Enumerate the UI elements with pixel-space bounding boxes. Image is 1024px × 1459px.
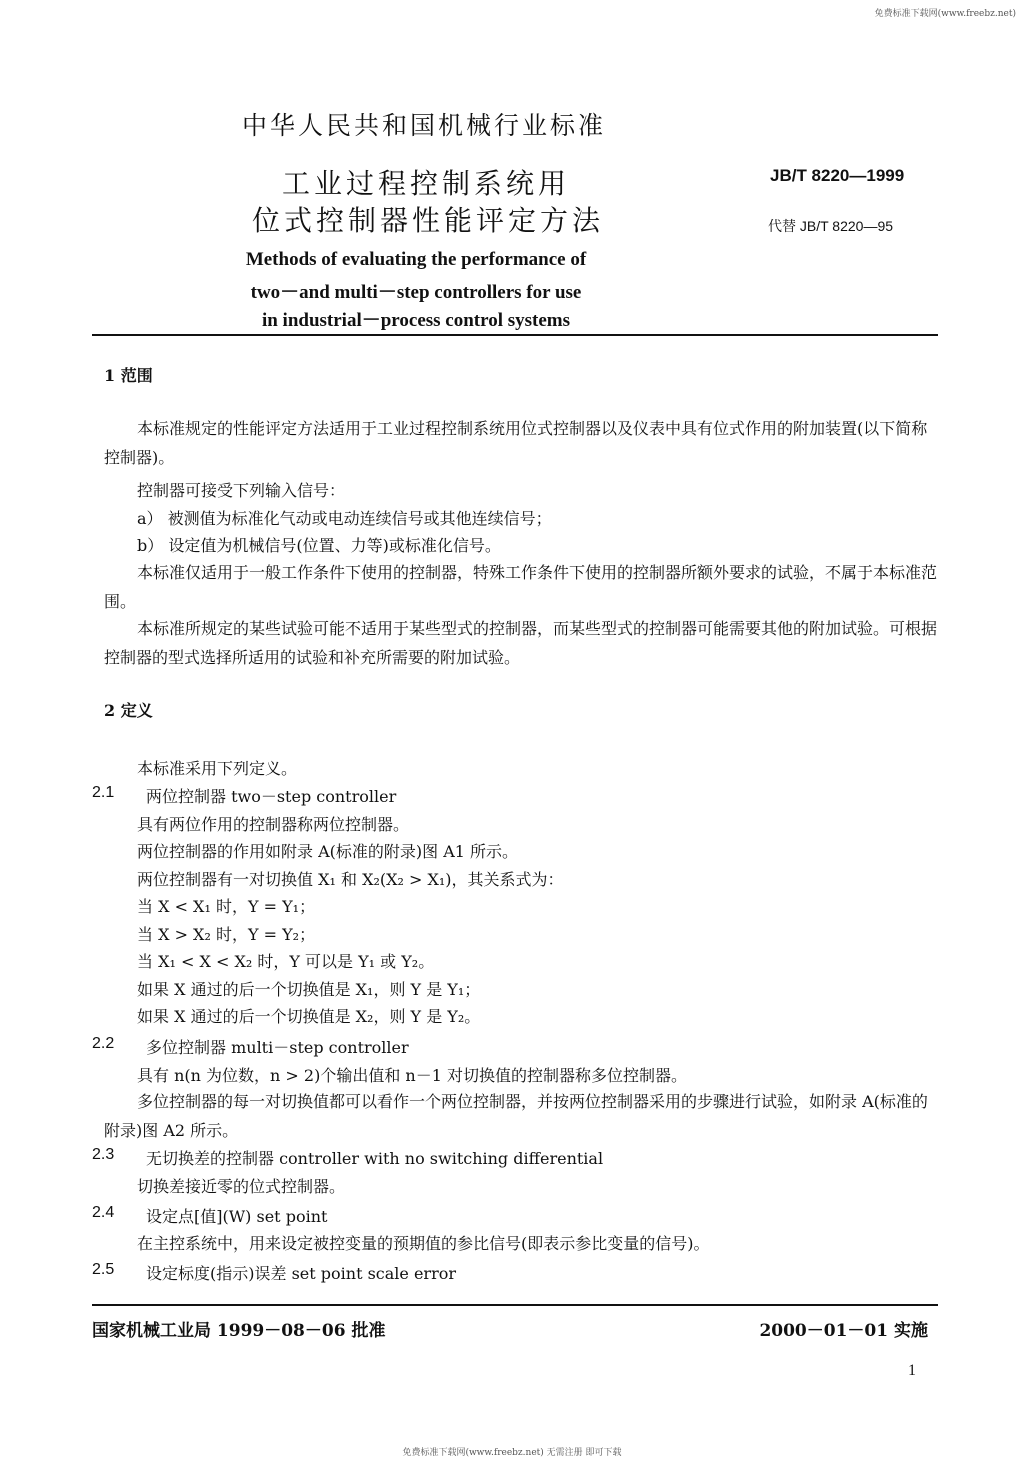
clause-2-1-line-5: 当 X > X₂ 时，Y = Y₂；: [137, 925, 316, 944]
clause-2-4-number: 2.4: [92, 1204, 115, 1221]
clause-2-3-number: 2.3: [92, 1146, 115, 1163]
clause-2-2-line-1: 具有 n(n 为位数，n > 2)个输出值和 n－1 对切换值的控制器称多位控制器。: [137, 1066, 687, 1085]
clause-2-1-line-1: 具有两位作用的控制器称两位控制器。: [137, 815, 410, 834]
footer-rule: [92, 1304, 938, 1306]
clause-2-1-line-6: 当 X₁ < X < X₂ 时，Y 可以是 Y₁ 或 Y₂。: [137, 952, 435, 971]
header-rule: [92, 334, 938, 336]
clause-2-3-title: 无切换差的控制器 controller with no switching differential: [146, 1149, 604, 1168]
clause-2-2-title: 多位控制器 multi－step controller: [146, 1038, 409, 1057]
section-1-item-b: b） 设定值为机械信号(位置、力等)或标准化信号。: [137, 536, 501, 555]
section-1-para-3: 本标准仅适用于一般工作条件下使用的控制器，特殊工作条件下使用的控制器所额外要求的试验，不属于本标准范围。: [104, 563, 938, 611]
english-title-line-3: in industrial－process control systems: [261, 310, 571, 331]
clause-2-2-paragraph: 多位控制器的每一对切换值都可以看作一个两位控制器，并按两位控制器采用的步骤进行试验，如附录 A(标准的附录)图 A2 所示。: [104, 1092, 928, 1140]
english-title-line-2: two－and multi－step controllers for use: [250, 282, 582, 303]
page-number: 1: [908, 1362, 916, 1379]
section-1-para-2: 控制器可接受下列输入信号：: [137, 481, 346, 500]
section-1-heading: 1 范围: [104, 366, 153, 385]
clause-2-1-title: 两位控制器 two－step controller: [146, 787, 397, 806]
section-1-para-4: 本标准所规定的某些试验可能不适用于某些型式的控制器，而某些型式的控制器可能需要其他的附加试验。可根据控制器的型式选择所适用的试验和补充所需要的附加试验。: [104, 619, 938, 667]
clause-2-5-title: 设定标度(指示)误差 set point scale error: [146, 1264, 457, 1283]
clause-2-4-title: 设定点[值](W) set point: [146, 1207, 328, 1226]
clause-2-4-line-1: 在主控系统中，用来设定被控变量的预期值的参比信号(即表示参比变量的信号)。: [137, 1234, 710, 1253]
watermark-bottom: 免费标准下载网(www.freebz.net) 无需注册 即可下载: [402, 1448, 622, 1458]
title-line-2: 位式控制器性能评定方法: [252, 204, 605, 237]
title-line-1: 工业过程控制系统用: [282, 167, 571, 200]
approval-line: 国家机械工业局 1999－08－06 批准: [92, 1321, 386, 1341]
standard-number: JB/T 8220—1999: [770, 166, 905, 185]
issuing-org: 中华人民共和国机械行业标准: [242, 111, 607, 140]
clause-2-1-line-3: 两位控制器有一对切换值 X₁ 和 X₂(X₂ > X₁)，其关系式为：: [137, 870, 564, 889]
clause-2-1-line-7: 如果 X 通过的后一个切换值是 X₁，则 Y 是 Y₁；: [137, 980, 481, 999]
section-2-intro: 本标准采用下列定义。: [137, 759, 298, 778]
section-1-item-a: a） 被测值为标准化气动或电动连续信号或其他连续信号；: [137, 509, 552, 528]
clause-2-3-line-1: 切换差接近零的位式控制器。: [137, 1177, 346, 1196]
clause-2-5-number: 2.5: [92, 1261, 115, 1278]
watermark-top: 免费标准下载网(www.freebz.net): [874, 9, 1016, 19]
clause-2-1-line-2: 两位控制器的作用如附录 A(标准的附录)图 A1 所示。: [137, 842, 519, 861]
clause-2-1-line-4: 当 X < X₁ 时，Y = Y₁；: [137, 897, 316, 916]
english-title-line-1: Methods of evaluating the performance of: [245, 249, 587, 270]
clause-2-1-number: 2.1: [92, 784, 115, 801]
section-1-para-1: 本标准规定的性能评定方法适用于工业过程控制系统用位式控制器以及仪表中具有位式作用的附加装置(以下简称控制器)。: [104, 419, 928, 467]
clause-2-1-line-8: 如果 X 通过的后一个切换值是 X₂，则 Y 是 Y₂。: [137, 1007, 481, 1026]
replaces-standard: 代替 JB/T 8220—95: [768, 218, 894, 234]
clause-2-2-number: 2.2: [92, 1035, 115, 1052]
effective-date: 2000－01－01 实施: [759, 1321, 928, 1341]
section-2-heading: 2 定义: [104, 701, 153, 720]
